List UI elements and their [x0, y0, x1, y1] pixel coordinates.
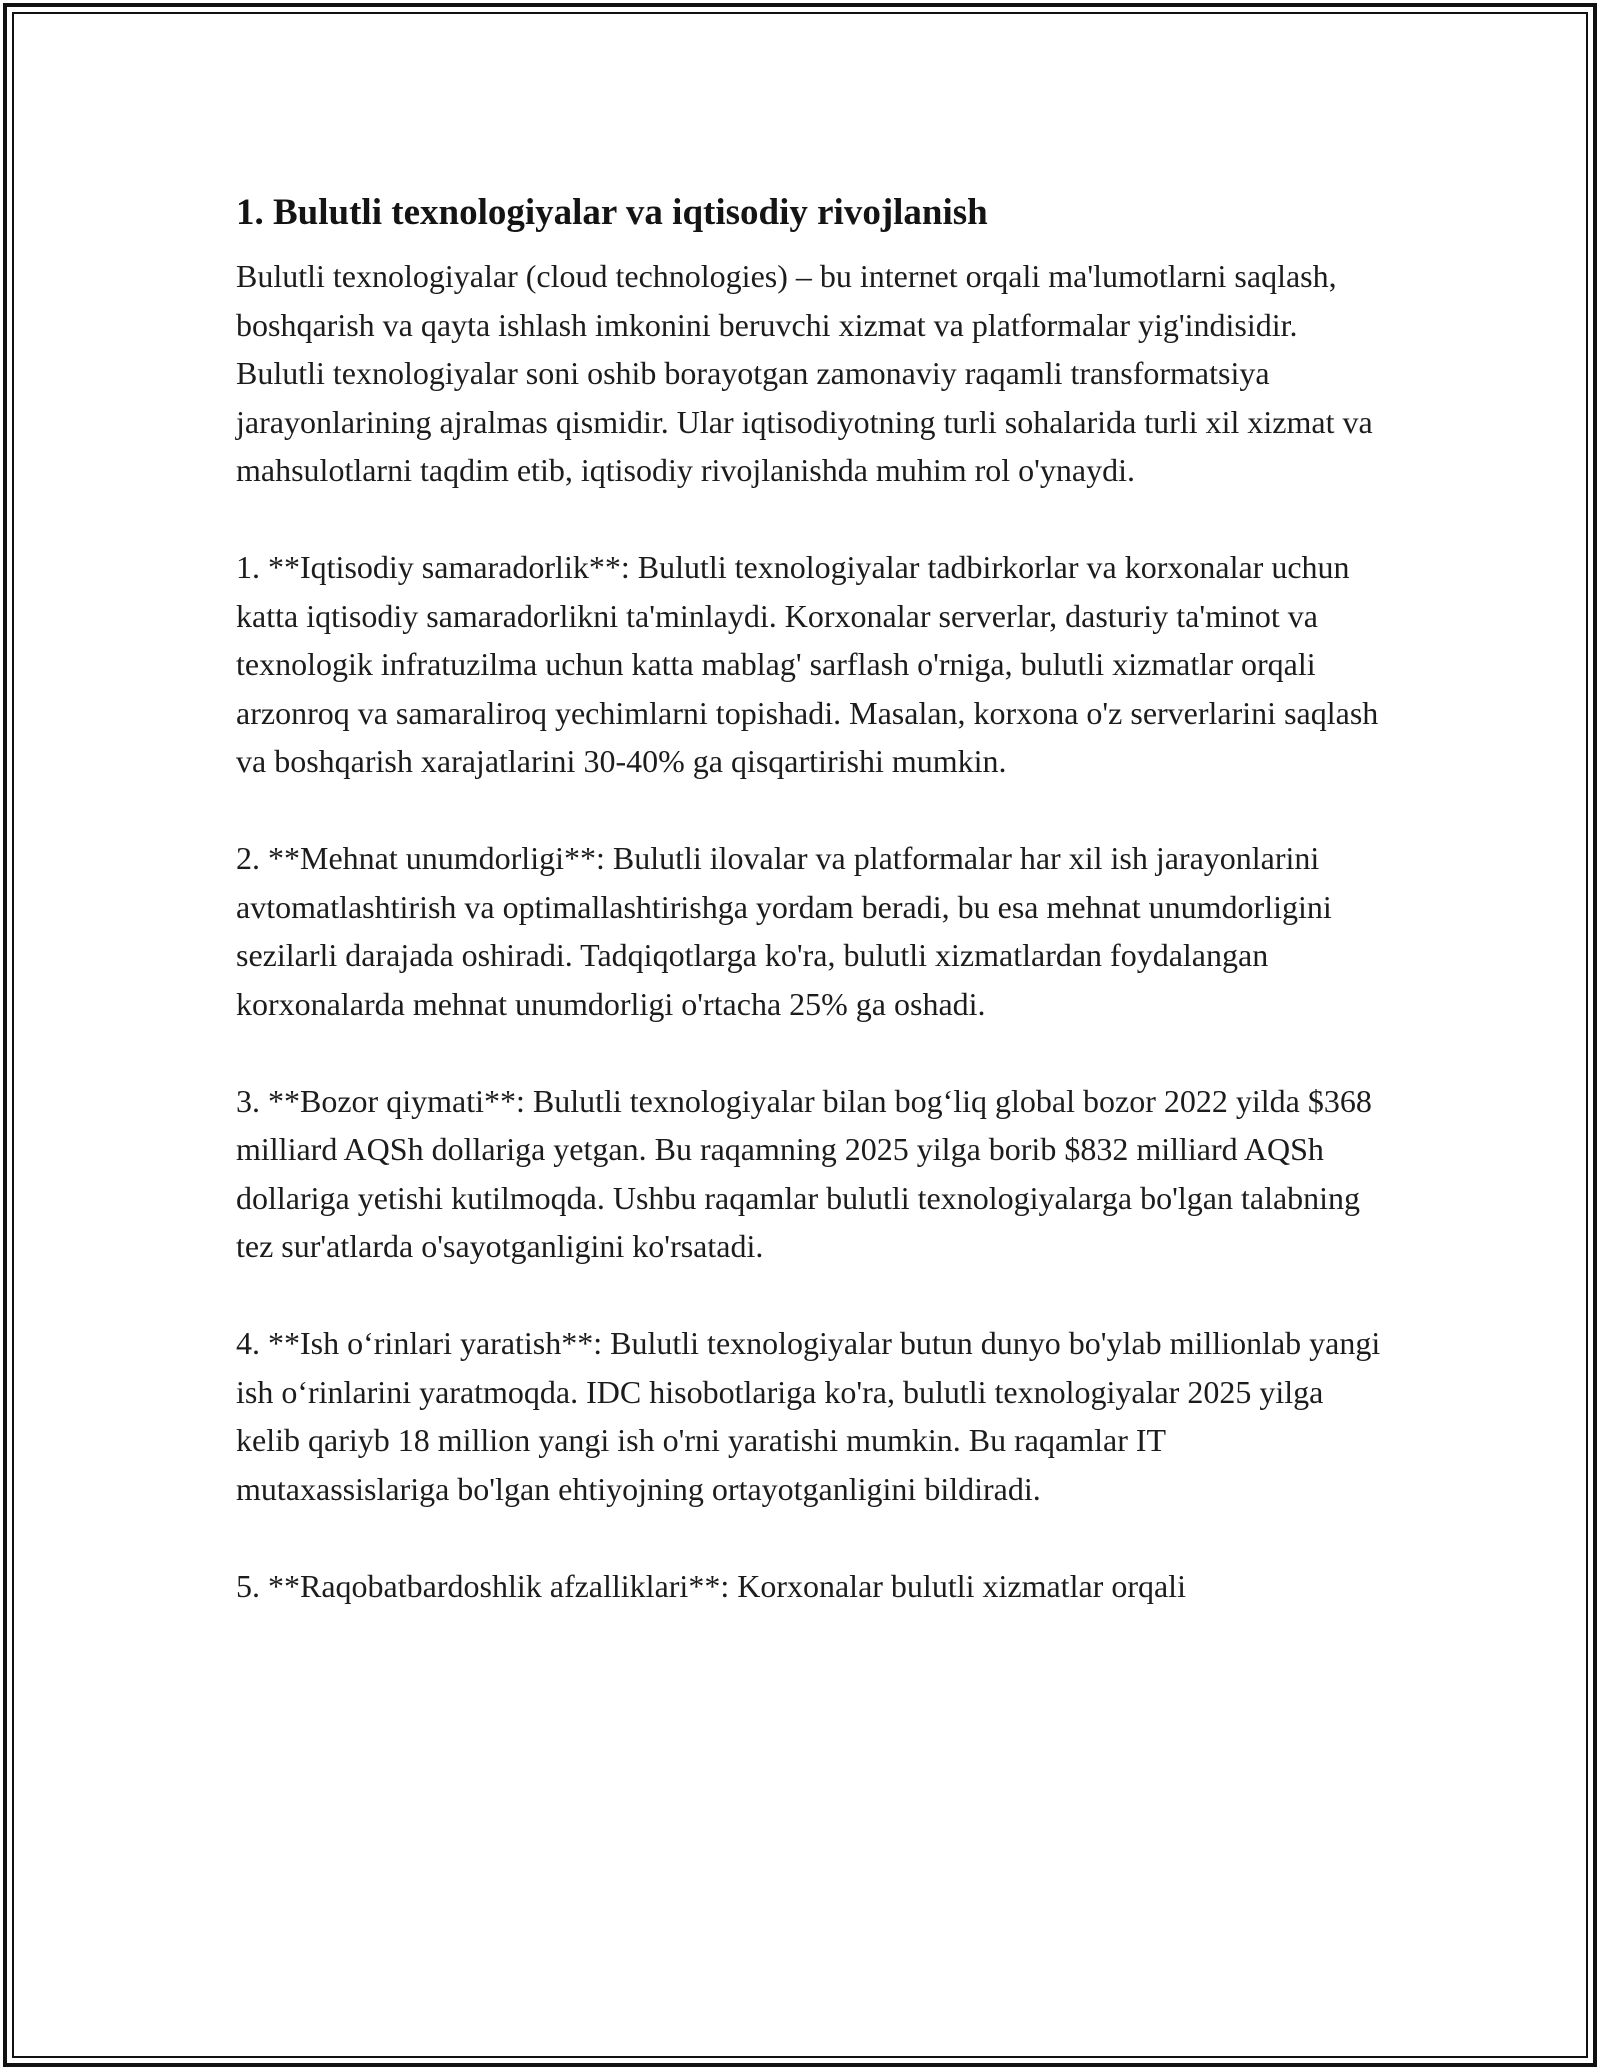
- paragraph-economic-efficiency: 1. **Iqtisodiy samaradorlik**: Bulutli texnologiyalar tadbirkorlar va korxonalar uchun katta iqtisodiy samaradorlikni ta'minlaydi. Korxonalar serverlar, dasturiy ta'minot va texnologik infratuzilma uchun katta mablag' sarflash o'rniga, bulutli xizmatlar orqali arzonroq va samaraliroq yechimlarni topishadi. Masalan, korxona o'z serverlarini saqlash va boshqarish xarajatlarini 30-40% ga qisqartirishi mumkin.: [236, 549, 1379, 779]
- document-title: 1. Bulutli texnologiyalar va iqtisodiy rivojlanish: [236, 192, 988, 233]
- intro-paragraph: Bulutli texnologiyalar (cloud technologies) – bu internet orqali ma'lumotlarni saqlash, boshqarish va qayta ishlash imkonini beruvchi xizmat va platformalar yig'indisidir. Bulutli texnologiyalar soni oshib borayotgan zamonaviy raqamli transformatsiya jarayonlarining ajralmas qismidir. Ular iqtisodiyotning turli sohalarida turli xil xizmat va mahsulotlarni taqdim etib, iqtisodiy rivojlanishda muhim rol o'ynaydi.: [236, 258, 1373, 488]
- document-body: [236, 186, 1386, 1659]
- paragraph-competitiveness: 5. **Raqobatbardoshlik afzalliklari**: Korxonalar bulutli xizmatlar orqali: [236, 1567, 1186, 1604]
- paragraph-labor-productivity: 2. **Mehnat unumdorligi**: Bulutli ilovalar va platformalar har xil ish jarayonlarini avtomatlashtirish va optimallashtirishga yordam beradi, bu esa mehnat unumdorligini sezilarli darajada oshiradi. Tadqiqotlarga ko'ra, bulutli xizmatlardan foydalangan korxonalarda mehnat unumdorligi o'rtacha 25% ga oshadi.: [236, 840, 1332, 1022]
- paragraph-market-value: 3. **Bozor qiymati**: Bulutli texnologiyalar bilan bog‘liq global bozor 2022 yilda $368 milliard AQSh dollariga yetgan. Bu raqamning 2025 yilga borib $832 milliard AQSh dollariga yetishi kutilmoqda. Ushbu raqamlar bulutli texnologiyalarga bo'lgan talabning tez sur'atlarda o'sayotganligini ko'rsatadi.: [236, 1082, 1372, 1264]
- paragraph-job-creation: 4. **Ish o‘rinlari yaratish**: Bulutli texnologiyalar butun dunyo bo'ylab millionlab yangi ish o‘rinlarini yaratmoqda. IDC hisobotlariga ko'ra, bulutli texnologiyalar 2025 yilga kelib qariyb 18 million yangi ish o'rni yaratishi mumkin. Bu raqamlar IT mutaxassislariga bo'lgan ehtiyojning ortayotganligini bildiradi.: [236, 1325, 1381, 1507]
